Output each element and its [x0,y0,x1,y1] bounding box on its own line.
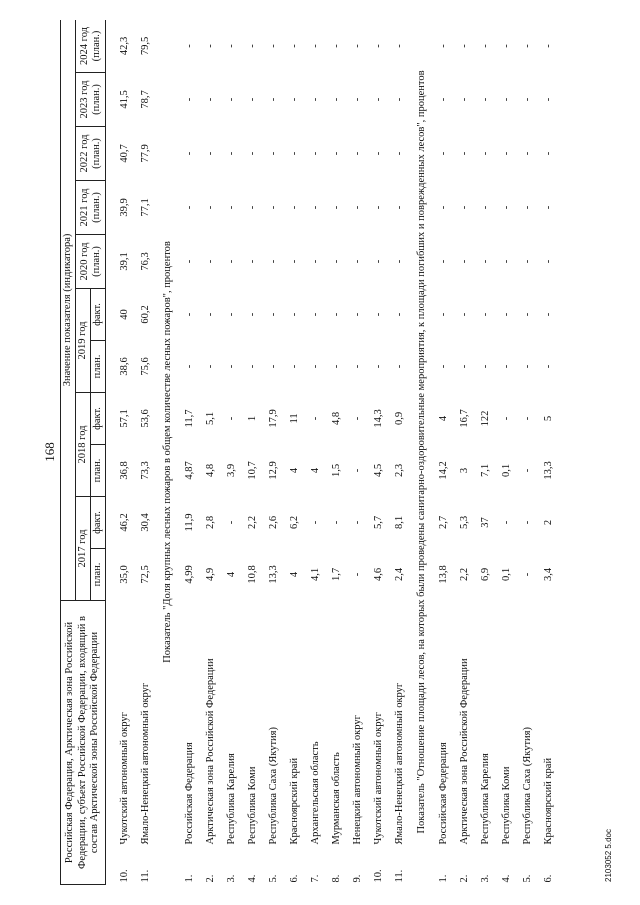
region-name: Республика Саха (Якутия) [267,727,279,845]
value-cell: 46,2 [118,513,130,532]
table-row [179,20,200,885]
plan-subheader: план. [91,444,106,496]
value-cell: - [246,44,258,48]
indicator-values-header: Значение показателя (индикатора) [61,20,76,600]
value-cell: - [225,259,237,264]
value-cell: - [351,44,363,48]
table-row [517,20,538,885]
row-number: 11. [393,869,405,883]
value-cell: 5 [542,415,554,422]
value-cell: - [330,312,342,317]
value-cell: - [458,97,470,102]
value-cell: 0,1 [500,567,512,582]
value-cell: - [267,205,279,210]
value-cell: - [500,312,512,317]
value-cell: 73,3 [139,461,151,480]
value-cell: - [500,97,512,102]
value-cell: - [204,259,216,264]
value-cell: - [372,44,384,48]
value-cell: - [183,97,195,102]
value-cell: - [183,44,195,48]
table-row [433,20,454,885]
value-cell: - [351,259,363,264]
region-name: Республика Карелия [225,753,237,845]
value-cell: 78,7 [139,90,151,109]
table-row [284,20,305,885]
value-cell: - [246,312,258,317]
value-cell: - [225,97,237,102]
value-cell: - [500,416,512,421]
value-cell: - [246,259,258,264]
value-cell: 2,3 [393,463,405,478]
value-cell: 5,7 [372,515,384,530]
value-cell: - [437,151,449,156]
value-cell: 4 [288,467,300,474]
value-cell: - [330,520,342,525]
value-cell: - [309,205,321,210]
value-cell: 16,7 [458,409,470,428]
value-cell: - [246,364,258,369]
value-cell: 30,4 [139,513,151,532]
value-cell: - [372,97,384,102]
row-number: 3. [479,874,491,883]
value-cell: - [372,312,384,317]
value-cell: - [351,364,363,369]
row-number: 2. [458,874,470,883]
value-cell: - [267,312,279,317]
value-cell: 40,7 [118,144,130,163]
year-header-2020: 2020 год (план.) [76,234,106,288]
table-row [475,20,496,885]
value-cell: 57,1 [118,409,130,428]
table-row [368,20,389,885]
value-cell: - [288,312,300,317]
value-cell: - [458,364,470,369]
value-cell: 11,7 [183,409,195,428]
year-header-2023: 2023 год (план.) [76,72,106,126]
value-cell: - [288,259,300,264]
value-cell: - [267,151,279,156]
value-cell: 53,6 [139,409,151,428]
value-cell: - [542,97,554,102]
value-cell: 14,2 [437,461,449,480]
spacer-row [106,20,115,885]
indicator-section-title-row [410,20,433,885]
value-cell: - [183,259,195,264]
value-cell: - [521,520,533,525]
value-cell: - [225,520,237,525]
region-name: Арктическая зона Российской Федерации [204,658,216,845]
value-cell: 72,5 [139,565,151,584]
region-name: Российская Федерация [183,742,195,845]
value-cell: - [479,151,491,156]
value-cell: 42,3 [118,36,130,56]
value-cell: - [542,44,554,48]
table-row [538,20,559,885]
value-cell: - [309,416,321,421]
value-cell: 2,8 [204,515,216,530]
table-row [389,20,410,885]
indicator-section-title: Показатель "Отношение площади лесов, на которых были проведены санитарно-оздоровительные мероприятия, к площади погибших и поврежденных лесов", процентов [415,70,427,834]
value-cell: - [437,44,449,48]
value-cell: - [458,312,470,317]
fact-subheader: факт. [91,496,106,548]
value-cell: - [330,151,342,156]
value-cell: - [393,364,405,369]
value-cell: - [437,205,449,210]
value-cell: 122 [479,410,491,427]
table-row [347,20,368,885]
value-cell: 37 [479,517,491,528]
value-cell: - [479,312,491,317]
value-cell: - [521,44,533,48]
value-cell: 13,8 [437,565,449,584]
value-cell: - [393,259,405,264]
value-cell: - [500,44,512,48]
value-cell: 4,5 [372,463,384,478]
value-cell: - [351,468,363,473]
value-cell: 3,9 [225,463,237,478]
value-cell: - [204,151,216,156]
year-header-2024: 2024 год (план.) [76,20,106,72]
value-cell: - [309,44,321,48]
year-header-2021: 2021 год (план.) [76,180,106,234]
value-cell: 39,1 [118,252,130,271]
row-number: 6. [542,874,554,883]
value-cell: 4,8 [204,463,216,478]
value-cell: 2,2 [458,567,470,582]
value-cell: - [393,205,405,210]
value-cell: - [204,97,216,102]
value-cell: - [246,151,258,156]
value-cell: - [393,312,405,317]
indicator-section-title: Показатель "Доля крупных лесных пожаров в общем количестве лесных пожаров", процентов [161,241,173,663]
value-cell: 2,4 [393,567,405,582]
table-row [200,20,221,885]
value-cell: - [479,364,491,369]
value-cell: 2,6 [267,515,279,530]
value-cell: 2 [542,519,554,526]
value-cell: - [458,205,470,210]
year-header-2022: 2022 год (план.) [76,126,106,180]
value-cell: - [204,44,216,48]
value-cell: 1,5 [330,463,342,478]
rotated-table-container [60,20,600,885]
row-number: 10. [118,869,130,883]
value-cell: - [521,97,533,102]
region-name: Ямало-Ненецкий автономный округ [393,682,405,845]
value-cell: - [351,520,363,525]
year-header-2018: 2018 год [76,392,91,496]
value-cell: - [372,151,384,156]
region-name: Красноярский край [542,757,554,845]
value-cell: - [288,97,300,102]
value-cell: 2,2 [246,515,258,530]
value-cell: 76,3 [139,252,151,271]
value-cell: - [393,97,405,102]
table-row [454,20,475,885]
region-name: Ненецкий автономный округ [351,715,363,845]
value-cell: - [351,572,363,577]
value-cell: - [204,312,216,317]
value-cell: - [330,205,342,210]
row-number: 2. [204,874,216,883]
plan-subheader: план. [91,548,106,600]
value-cell: - [225,312,237,317]
value-cell: 7,1 [479,463,491,478]
value-cell: 77,9 [139,144,151,163]
table-row [496,20,517,885]
value-cell: 0,1 [500,463,512,478]
value-cell: - [393,44,405,48]
row-number: 6. [288,874,300,883]
value-cell: - [393,151,405,156]
value-cell: - [542,312,554,317]
value-cell: 1,7 [330,567,342,582]
value-cell: 4 [225,571,237,578]
region-name: Республика Коми [246,766,258,845]
value-cell: - [500,205,512,210]
value-cell: 75,6 [139,357,151,376]
value-cell: - [521,572,533,577]
value-cell: 11 [288,413,300,424]
value-cell: - [372,205,384,210]
row-number: 9. [351,874,363,883]
value-cell: - [437,97,449,102]
year-header-2017: 2017 год [76,496,91,600]
value-cell: 35,0 [118,565,130,584]
table-row [221,20,242,885]
value-cell: - [351,312,363,317]
table-row [305,20,326,885]
value-cell: - [330,97,342,102]
value-cell: 2,7 [437,515,449,530]
value-cell: 4,87 [183,461,195,480]
value-cell: - [225,151,237,156]
value-cell: 4 [288,571,300,578]
value-cell: 10,8 [246,565,258,584]
value-cell: - [479,205,491,210]
document-code: 2103052 5.doc [603,828,613,882]
value-cell: 60,2 [139,305,151,324]
value-cell: 6,9 [479,567,491,582]
value-cell: - [288,364,300,369]
value-cell: 4,1 [309,567,321,582]
row-number: 4. [246,874,258,883]
value-cell: - [183,364,195,369]
value-cell: - [183,205,195,210]
row-number: 10. [372,869,384,883]
value-cell: - [246,205,258,210]
region-name: Арктическая зона Российской Федерации [458,658,470,845]
indicator-section-title-row [156,20,179,885]
region-name: Ямало-Ненецкий автономный округ [139,682,151,845]
value-cell: - [351,205,363,210]
value-cell: - [225,205,237,210]
value-cell: - [500,259,512,264]
value-cell: - [183,151,195,156]
value-cell: - [542,151,554,156]
value-cell: - [521,151,533,156]
value-cell: 4,6 [372,567,384,582]
value-cell: - [372,259,384,264]
value-cell: 12,9 [267,461,279,480]
value-cell: - [500,364,512,369]
value-cell: - [351,416,363,421]
row-number: 5. [521,874,533,883]
fact-subheader: факт. [91,392,106,444]
row-number: 4. [500,874,512,883]
value-cell: - [309,97,321,102]
value-cell: 8,1 [393,515,405,530]
table-row [326,20,347,885]
value-cell: - [330,259,342,264]
region-name: Республика Коми [500,766,512,845]
value-cell: - [521,312,533,317]
value-cell: - [309,312,321,317]
value-cell: - [521,259,533,264]
region-name: Российская Федерация [437,742,449,845]
value-cell: 11,9 [183,513,195,532]
value-cell: - [288,44,300,48]
row-number: 3. [225,874,237,883]
fact-subheader: факт. [91,288,106,340]
region-name: Мурманская область [330,752,342,845]
value-cell: - [267,364,279,369]
table-row [135,20,156,885]
rotated-table-page [60,20,600,885]
indicator-table [60,20,559,885]
value-cell: - [437,312,449,317]
value-cell: - [458,44,470,48]
region-name: Республика Карелия [479,753,491,845]
region-name: Архангельская область [309,741,321,845]
value-cell: - [309,364,321,369]
value-cell: - [309,151,321,156]
table-body [106,20,560,885]
table-row [114,20,135,885]
value-cell: - [204,205,216,210]
value-cell: - [372,364,384,369]
value-cell: - [225,44,237,48]
row-number: 5. [267,874,279,883]
value-cell: 3 [458,467,470,474]
value-cell: - [183,312,195,317]
row-number: 1. [437,874,449,883]
value-cell: - [267,97,279,102]
value-cell: - [542,205,554,210]
region-name: Республика Саха (Якутия) [521,727,533,845]
value-cell: - [521,364,533,369]
value-cell: 4,8 [330,411,342,426]
value-cell: - [267,259,279,264]
value-cell: - [225,364,237,369]
region-column-header: Российская Федерация, Арктическая зона Российской Федерации, субъект Российской Федерации, входящий в состав Арктической зоны Российской Федерации [61,600,106,884]
table-row [242,20,263,885]
value-cell: 14,3 [372,409,384,428]
value-cell: - [521,416,533,421]
value-cell: - [330,44,342,48]
value-cell: 38,6 [118,357,130,376]
value-cell: - [458,259,470,264]
value-cell: 36,8 [118,461,130,480]
value-cell: 79,5 [139,36,151,56]
value-cell: - [309,520,321,525]
value-cell: - [521,205,533,210]
row-number: 1. [183,874,195,883]
value-cell: - [458,151,470,156]
value-cell: - [542,364,554,369]
value-cell: 4,9 [204,567,216,582]
value-cell: - [479,44,491,48]
table-row [263,20,284,885]
value-cell: 10,7 [246,461,258,480]
value-cell: 40 [118,309,130,320]
value-cell: - [437,259,449,264]
value-cell: - [542,259,554,264]
value-cell: - [351,151,363,156]
value-cell: 77,1 [139,198,151,217]
value-cell: 4 [309,467,321,474]
value-cell: 5,3 [458,515,470,530]
value-cell: 3,4 [542,567,554,582]
plan-subheader: план. [91,340,106,392]
region-name: Чукотский автономный округ [372,712,384,845]
value-cell: 0,9 [393,411,405,426]
value-cell: 4,99 [183,565,195,584]
row-number: 8. [330,874,342,883]
value-cell: - [288,205,300,210]
value-cell: - [225,416,237,421]
value-cell: - [309,259,321,264]
value-cell: - [288,151,300,156]
value-cell: - [500,151,512,156]
value-cell: 17,9 [267,409,279,428]
row-number: 7. [309,874,321,883]
region-name: Чукотский автономный округ [118,712,130,845]
page-number: 168 [42,442,57,462]
value-cell: 5,1 [204,411,216,426]
value-cell: 41,5 [118,90,130,109]
year-header-2019: 2019 год [76,288,91,392]
value-cell: - [521,468,533,473]
value-cell: - [351,97,363,102]
value-cell: 6,2 [288,515,300,530]
value-cell: - [500,520,512,525]
value-cell: - [479,259,491,264]
value-cell: 13,3 [267,565,279,584]
value-cell: 1 [246,415,258,422]
value-cell: - [246,97,258,102]
value-cell: - [330,364,342,369]
value-cell: - [267,44,279,48]
region-name: Красноярский край [288,757,300,845]
value-cell: 4 [437,415,449,422]
value-cell: 13,3 [542,461,554,480]
value-cell: - [204,364,216,369]
value-cell: - [437,364,449,369]
value-cell: - [479,97,491,102]
value-cell: 39,9 [118,198,130,217]
row-number: 11. [139,869,151,883]
